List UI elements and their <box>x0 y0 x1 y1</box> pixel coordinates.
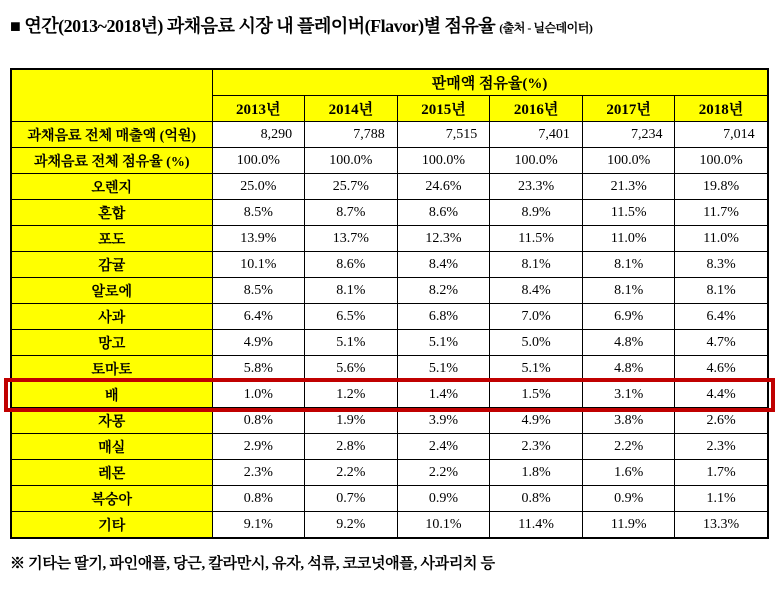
table-row <box>11 122 768 148</box>
cell-value: 7,014 <box>675 122 768 148</box>
cell-value: 8.4% <box>397 252 490 278</box>
cell-value: 6.4% <box>675 304 768 330</box>
cell-value: 8.6% <box>305 252 398 278</box>
cell-value: 5.1% <box>305 330 398 356</box>
row-label: 매실 <box>11 434 212 460</box>
cell-value: 8.4% <box>490 278 583 304</box>
year-header: 2018년 <box>675 96 768 122</box>
row-label: 사과 <box>11 304 212 330</box>
cell-value: 12.3% <box>397 226 490 252</box>
cell-value: 2.8% <box>305 434 398 460</box>
cell-value: 5.1% <box>397 356 490 382</box>
cell-value: 4.4% <box>675 382 768 408</box>
cell-value: 13.7% <box>305 226 398 252</box>
cell-value: 8.1% <box>305 278 398 304</box>
cell-value: 0.9% <box>397 486 490 512</box>
cell-value: 0.9% <box>582 486 675 512</box>
cell-value: 1.9% <box>305 408 398 434</box>
cell-value: 10.1% <box>397 512 490 539</box>
cell-value: 100.0% <box>212 148 305 174</box>
cell-value: 2.3% <box>675 434 768 460</box>
cell-value: 1.2% <box>305 382 398 408</box>
cell-value: 100.0% <box>490 148 583 174</box>
table-row <box>11 486 768 512</box>
table-row <box>11 304 768 330</box>
cell-value: 4.9% <box>490 408 583 434</box>
cell-value: 2.2% <box>305 460 398 486</box>
year-header: 2013년 <box>212 96 305 122</box>
cell-value: 4.9% <box>212 330 305 356</box>
row-label: 혼합 <box>11 200 212 226</box>
row-label: 오렌지 <box>11 174 212 200</box>
cell-value: 8.1% <box>490 252 583 278</box>
cell-value: 1.5% <box>490 382 583 408</box>
table-row <box>11 382 768 408</box>
cell-value: 7,515 <box>397 122 490 148</box>
cell-value: 8.9% <box>490 200 583 226</box>
cell-value: 2.9% <box>212 434 305 460</box>
cell-value: 10.1% <box>212 252 305 278</box>
page-title <box>10 12 592 38</box>
cell-value: 4.8% <box>582 330 675 356</box>
row-label: 포도 <box>11 226 212 252</box>
row-label: 배 <box>11 382 212 408</box>
cell-value: 13.9% <box>212 226 305 252</box>
cell-value: 5.1% <box>397 330 490 356</box>
cell-value: 5.1% <box>490 356 583 382</box>
row-label: 감귤 <box>11 252 212 278</box>
cell-value: 6.4% <box>212 304 305 330</box>
cell-value: 2.4% <box>397 434 490 460</box>
cell-value: 9.2% <box>305 512 398 539</box>
row-label: 과채음료 전체 매출액 (억원) <box>11 122 212 148</box>
group-header-row <box>11 69 768 96</box>
cell-value: 100.0% <box>675 148 768 174</box>
cell-value: 0.8% <box>212 408 305 434</box>
cell-value: 5.6% <box>305 356 398 382</box>
cell-value: 8.1% <box>582 252 675 278</box>
cell-value: 11.9% <box>582 512 675 539</box>
footnote: ※ 기타는 딸기, 파인애플, 당근, 칼라만시, 유자, 석류, 코코넛애플, 사과리치 등 <box>10 556 495 572</box>
cell-value: 1.4% <box>397 382 490 408</box>
table-row <box>11 174 768 200</box>
cell-value: 3.1% <box>582 382 675 408</box>
title-text: 연간(2013~2018년) 과채음료 시장 내 플레이버(Flavor)별 점유율 <box>24 16 496 36</box>
row-label: 기타 <box>11 512 212 539</box>
cell-value: 4.7% <box>675 330 768 356</box>
cell-value: 1.0% <box>212 382 305 408</box>
row-label: 알로에 <box>11 278 212 304</box>
row-label: 망고 <box>11 330 212 356</box>
table-row <box>11 434 768 460</box>
cell-value: 2.2% <box>582 434 675 460</box>
cell-value: 8.3% <box>675 252 768 278</box>
table-row <box>11 512 768 539</box>
group-header: 판매액 점유율(%) <box>212 69 768 96</box>
cell-value: 7,401 <box>490 122 583 148</box>
cell-value: 1.6% <box>582 460 675 486</box>
row-label: 레몬 <box>11 460 212 486</box>
cell-value: 1.7% <box>675 460 768 486</box>
cell-value: 8.6% <box>397 200 490 226</box>
table-row <box>11 252 768 278</box>
table-row <box>11 278 768 304</box>
cell-value: 7,788 <box>305 122 398 148</box>
cell-value: 2.6% <box>675 408 768 434</box>
cell-value: 7,234 <box>582 122 675 148</box>
cell-value: 6.9% <box>582 304 675 330</box>
cell-value: 11.5% <box>490 226 583 252</box>
cell-value: 11.4% <box>490 512 583 539</box>
cell-value: 23.3% <box>490 174 583 200</box>
cell-value: 0.8% <box>212 486 305 512</box>
cell-value: 8.5% <box>212 278 305 304</box>
cell-value: 1.8% <box>490 460 583 486</box>
cell-value: 3.9% <box>397 408 490 434</box>
row-label: 자몽 <box>11 408 212 434</box>
table-row <box>11 460 768 486</box>
cell-value: 5.0% <box>490 330 583 356</box>
cell-value: 2.3% <box>490 434 583 460</box>
cell-value: 6.5% <box>305 304 398 330</box>
cell-value: 21.3% <box>582 174 675 200</box>
table-row <box>11 226 768 252</box>
title-bullet-icon: ■ <box>10 16 21 36</box>
cell-value: 8.1% <box>582 278 675 304</box>
row-label: 복숭아 <box>11 486 212 512</box>
row-label: 토마토 <box>11 356 212 382</box>
year-header: 2017년 <box>582 96 675 122</box>
cell-value: 8.7% <box>305 200 398 226</box>
year-header: 2016년 <box>490 96 583 122</box>
cell-value: 8.1% <box>675 278 768 304</box>
cell-value: 9.1% <box>212 512 305 539</box>
cell-value: 0.7% <box>305 486 398 512</box>
cell-value: 2.2% <box>397 460 490 486</box>
cell-value: 6.8% <box>397 304 490 330</box>
cell-value: 8.5% <box>212 200 305 226</box>
cell-value: 5.8% <box>212 356 305 382</box>
corner-cell <box>11 69 212 122</box>
cell-value: 4.8% <box>582 356 675 382</box>
cell-value: 2.3% <box>212 460 305 486</box>
cell-value: 100.0% <box>397 148 490 174</box>
cell-value: 11.7% <box>675 200 768 226</box>
cell-value: 11.0% <box>582 226 675 252</box>
title-source: (출처 - 닐슨데이터) <box>499 21 593 35</box>
table-row <box>11 408 768 434</box>
cell-value: 13.3% <box>675 512 768 539</box>
cell-value: 24.6% <box>397 174 490 200</box>
cell-value: 11.5% <box>582 200 675 226</box>
cell-value: 0.8% <box>490 486 583 512</box>
cell-value: 11.0% <box>675 226 768 252</box>
year-header: 2015년 <box>397 96 490 122</box>
year-header: 2014년 <box>305 96 398 122</box>
cell-value: 19.8% <box>675 174 768 200</box>
flavor-share-table <box>10 68 769 539</box>
cell-value: 1.1% <box>675 486 768 512</box>
cell-value: 25.0% <box>212 174 305 200</box>
table-row <box>11 200 768 226</box>
row-label: 과채음료 전체 점유율 (%) <box>11 148 212 174</box>
cell-value: 25.7% <box>305 174 398 200</box>
table-row <box>11 330 768 356</box>
cell-value: 100.0% <box>305 148 398 174</box>
cell-value: 4.6% <box>675 356 768 382</box>
cell-value: 100.0% <box>582 148 675 174</box>
cell-value: 8.2% <box>397 278 490 304</box>
cell-value: 7.0% <box>490 304 583 330</box>
table-row <box>11 356 768 382</box>
table-row <box>11 148 768 174</box>
cell-value: 8,290 <box>212 122 305 148</box>
cell-value: 3.8% <box>582 408 675 434</box>
